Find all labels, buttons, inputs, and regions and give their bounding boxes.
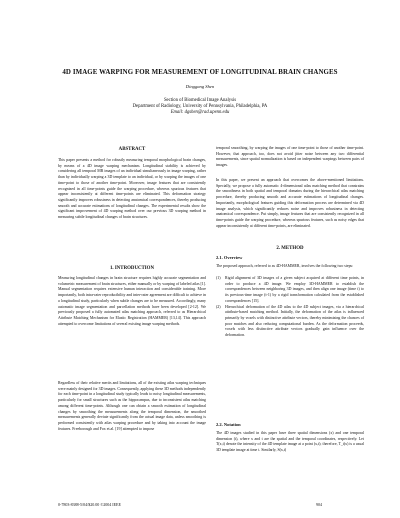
introduction-paragraph-2: Regardless of their relative merits and limitations, all of the existing atlas warping techniques were mainly designed for 3D images. Consequently, applying these 3D methods independently for each time-point in a longitudinal study typically leads to noisy longitudinal measurements, particularly for small structures such as the hippocampus, due to inconsistent atlas matching among different time-points. Although one can obtain a smooth estimation of longitudinal changes by smoothing the measurements along the temporal dimension, the smoothed measurements generally deviate significantly from the actual image data, unless smoothing is performed consistently with atlas warping procedure and by taking into account the image features. Freeborough and Fox et.al. [19] attempted to impose	[58, 381, 206, 431]
abstract-text: This paper presents a method for robustly measuring temporal morphological brain changes, by means of a 4D image warping mechanism. Longitudinal stability is achieved by considering all temporal MR images of an individual simultaneously in image warping, rather than by individually warping a 3D template to an individual, or by warping the images of one time-point to those of another time-point. Moreover, image features that are consistently recognized in all time-points guide the warping procedure, whereas spurious features that appear inconsistently at different time-points are eliminated. This deformation strategy significantly improves robustness in detecting anatomical correspondences, thereby producing smooth and accurate estimations of longitudinal changes. The experimental results show the significant improvement of 4D warping method over our previous 3D warping method in measuring subtle longitudinal changes of brain structures.	[58, 158, 206, 220]
step-number: (2)	[216, 304, 221, 309]
author-email: Email: dgshen@rad.upenn.edu	[170, 110, 230, 116]
step-number: (1)	[216, 276, 221, 280]
overview-heading: 2.1. Overview	[216, 255, 243, 260]
step-text: Hierarchical deformation of the 4D atlas to the 4D subject images, via a hierarchical attribute-based matching method. Initially, the deformation of the atlas is influenced primarily by voxels with distinctive attribute vectors, thereby minimizing the chances of poor matches and also reducing computational burden. As the deformation proceeds, voxels with less distinctive attribute vectors gradually gain influence over the deformation.	[225, 304, 364, 338]
notation-text: The 4D images studied in this paper have three spatial dimensions (x) and one temporal dimension (t), where x and t are the spatial and the temporal coordinates, respectively. Let T(x,t) denote the intensity of the 4D template image at a point (x,t); therefore, T_t(x) is a usual 3D template image at time t. Similarly, S(x,t)	[216, 431, 364, 453]
step-text: Rigid alignment of 3D images of a given subject acquired at different time points, in order to produce a 4D image. We employ 3D-HAMMER to establish the correspondences between neighboring 3D images, and then align one image (time t) to its previous-time image (t-1) by a rigid transformation calculated from the established correspondences [15].	[225, 276, 364, 303]
right-paragraph-1: temporal smoothing, by warping the images of one time-point to those of another time-point. However, that approach, too, does not avoid jitter noise between any two differential measurements, since spatial normalization is based on independent warpings between pairs of images.	[216, 146, 364, 168]
method-step-1	[216, 276, 364, 305]
method-step-2	[216, 305, 364, 339]
copyright-footer: 0-7803-8388-5/04/$20.00 ©2004 IEEE	[58, 502, 121, 507]
abstract-heading: ABSTRACT	[118, 147, 146, 152]
affiliation-section: Section of Biomedical Image Analysis	[163, 98, 237, 103]
affiliation-department: Department of Radiology, University of Pennsylvania, Philadelphia, PA	[132, 104, 268, 110]
paper-title: 4D IMAGE WARPING FOR MEASUREMENT OF LONGITUDINAL BRAIN CHANGES	[62, 69, 338, 76]
notation-heading: 2.2. Notation	[216, 422, 241, 427]
affiliation-block	[0, 98, 400, 117]
author-name: Dinggang Shen	[185, 84, 215, 89]
page-number: 904	[316, 502, 322, 507]
overview-text: The proposed approach, referred to as 4D-HAMMER, involves the following two steps:	[216, 264, 354, 268]
right-paragraph-2: In this paper, we present an approach that overcomes the above-mentioned limitations. Specially, we propose a fully automatic 4-dimensional atlas matching method that constrains the smoothness in both spatial and temporal domains during the hierarchical atlas matching procedure, thereby producing smooth and accurate estimations of longitudinal changes. Importantly, morphological features guiding this deformation process are determined via 4D image analysis, which significantly reduces noise and improves robustness in detecting anatomical correspondence. Put simply, image features that are consistently recognized in all time-points guide the warping procedure, whereas spurious features, such as noisy edges that appear inconsistently at different time-points, are eliminated.	[216, 178, 364, 228]
method-heading: 2. METHOD	[276, 246, 304, 251]
method-steps-list	[216, 276, 364, 339]
introduction-heading: 1. INTRODUCTION	[109, 266, 155, 271]
introduction-paragraph-1: Measuring longitudinal changes in brain structure requires highly accurate segmentation and volumetric measurement of brain structures, either manually or by warping of labeled atlas [1]. Manual segmentation requires extensive human interaction and considerable training. More importantly, both intra-rater reproducibility and inter-rater agreement are difficult to achieve in a longitudinal study, particularly when subtle changes are to be measured. Accordingly, many automatic image segmentation and parcellation methods have been developed [2-12]. We previously proposed a fully automated atlas matching approach, referred to as Hierarchical Attribute Matching Mechanism for Elastic Registration (HAMMER) [13,14]. This approach attempted to overcome limitations of several existing image warping methods.	[58, 276, 206, 326]
